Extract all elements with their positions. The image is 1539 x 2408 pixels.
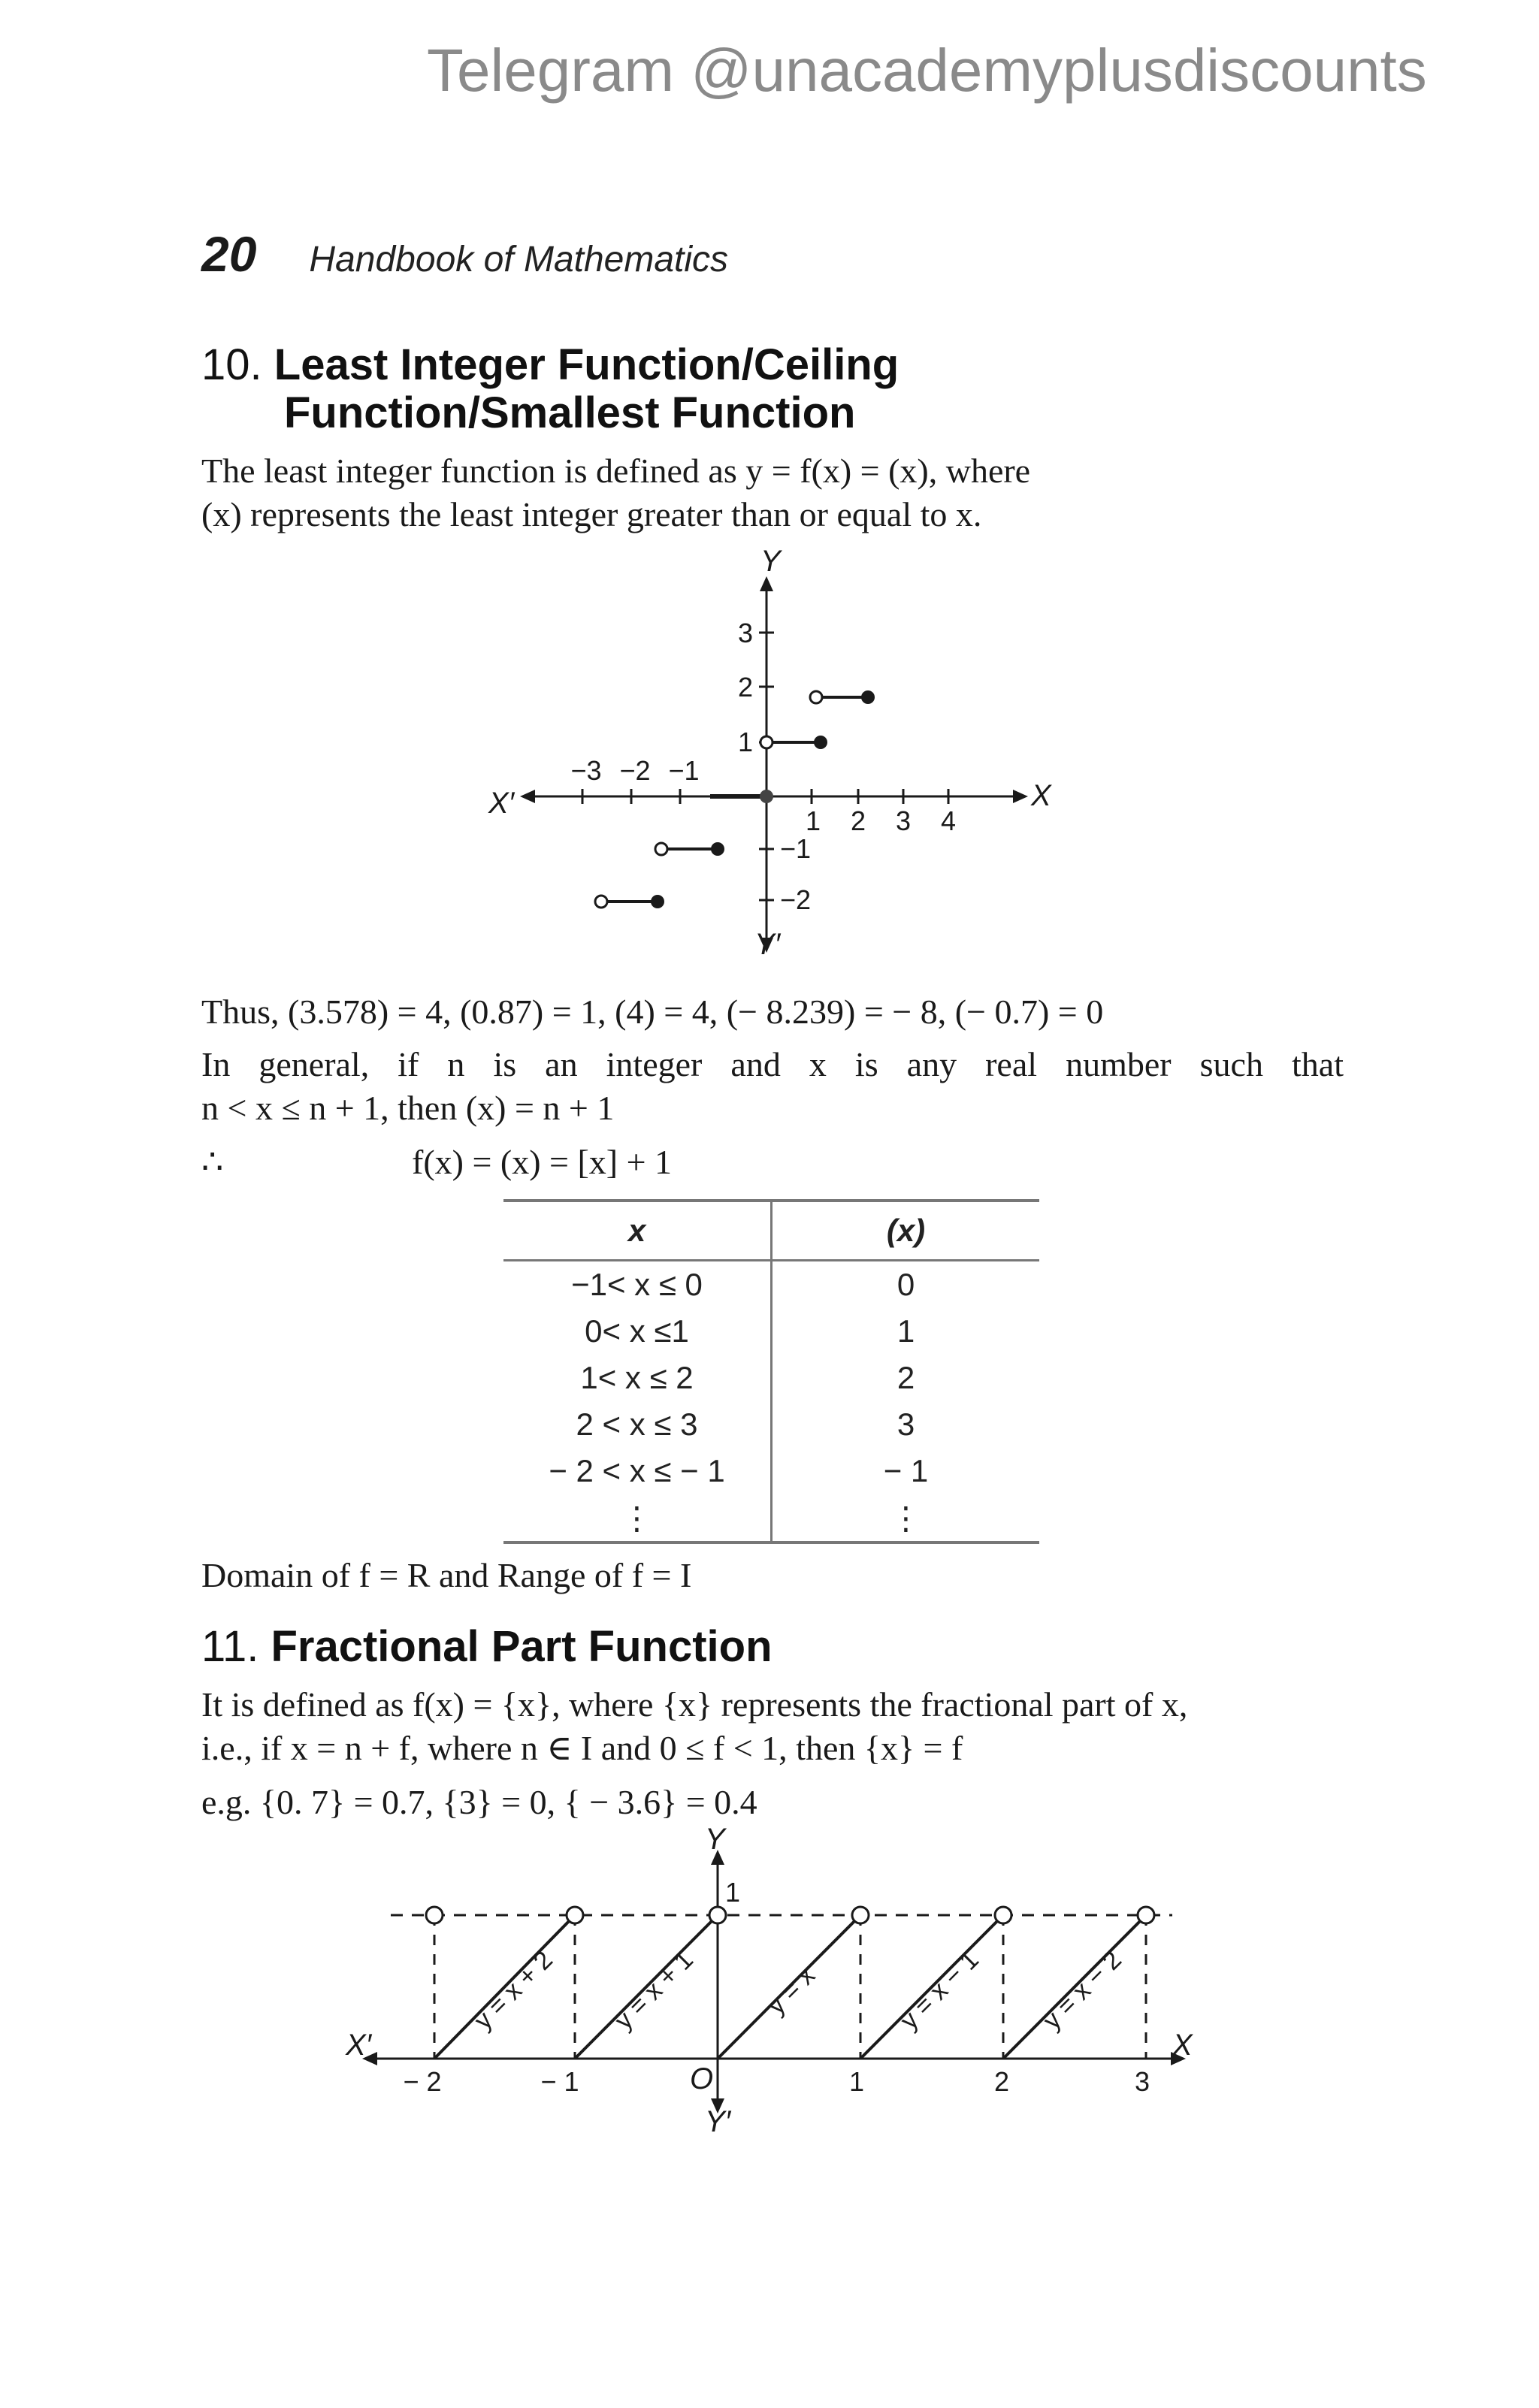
axis-label-x-neg: X′ — [488, 787, 515, 820]
axis-label-y-neg: Y′ — [754, 928, 781, 961]
page-number: 20 — [201, 226, 257, 282]
line-label: y = x − 1 — [894, 1945, 984, 2035]
x-tick-label: − 2 — [403, 2066, 442, 2097]
y-tick-label: 3 — [737, 618, 753, 648]
line-label: y = x − 2 — [1037, 1945, 1127, 2035]
axis-label-y: Y — [760, 545, 781, 578]
x-tick-label: −2 — [619, 755, 651, 786]
table-row — [503, 1308, 1039, 1355]
table-cell: −1< x ≤ 0 — [503, 1261, 772, 1309]
page-header — [201, 225, 728, 282]
table-cell: − 2 < x ≤ − 1 — [503, 1448, 772, 1494]
x-tick-label: 2 — [993, 2066, 1010, 2097]
section-11-number: 11. — [201, 1622, 259, 1671]
axis-label-x: X — [1031, 779, 1051, 812]
table-cell: 0 — [896, 1267, 915, 1302]
table-cell: 2 — [896, 1360, 915, 1395]
book-title: Handbook of Mathematics — [309, 240, 729, 279]
table-header-x: x — [503, 1201, 772, 1261]
x-tick-label: 1 — [848, 2066, 865, 2097]
section-10-title-line1: Least Integer Function/Ceiling — [274, 340, 900, 389]
table-cell: 0< x ≤1 — [503, 1308, 772, 1355]
section-10-intro-line2: (x) represents the least integer greater than or equal to x. — [201, 495, 982, 533]
x-tick-label: −3 — [570, 755, 602, 786]
section-11-example: e.g. {0. 7} = 0.7, {3} = 0, { − 3.6} = 0.4 — [201, 1783, 757, 1821]
general-line1: In general, if n is an integer and x is any real number such that — [201, 1045, 1344, 1083]
x-tick-label: 1 — [805, 805, 821, 836]
section-10-heading — [201, 340, 899, 390]
table-cell: 3 — [896, 1406, 915, 1442]
x-tick-label: 3 — [1134, 2066, 1150, 2097]
ceiling-table — [503, 1199, 1039, 1544]
section-11-title: Fractional Part Function — [271, 1622, 773, 1671]
section-10-heading-cont — [284, 388, 855, 438]
axis-label-x: X — [1172, 2029, 1193, 2062]
table-row — [503, 1261, 1039, 1309]
therefore-symbol: ∴ — [201, 1143, 224, 1181]
axis-label-y: Y — [705, 1823, 725, 1856]
ceiling-function-graph — [466, 541, 1082, 977]
line-label: y = x — [761, 1961, 821, 2020]
section-11-heading — [201, 1621, 773, 1672]
x-tick-label: − 1 — [540, 2066, 579, 2097]
x-axis-arrow-left — [520, 790, 535, 803]
table-cell: ⋮ — [503, 1494, 772, 1542]
y-tick-label: 2 — [737, 672, 753, 702]
table-row — [503, 1355, 1039, 1401]
origin-label: O — [690, 2062, 714, 2095]
table-row — [503, 1448, 1039, 1494]
y-one-label: 1 — [725, 1877, 741, 1908]
table-cell: ⋮ — [890, 1500, 922, 1536]
table-cell: 1 — [896, 1313, 915, 1349]
table-cell: 1< x ≤ 2 — [503, 1355, 772, 1401]
section-10-number: 10. — [201, 340, 262, 389]
table-header-ceil-x: (x) — [772, 1201, 1040, 1261]
section-11-line1: It is defined as f(x) = {x}, where {x} represents the fractional part of x, — [201, 1685, 1188, 1724]
axis-label-x-neg: X′ — [346, 2029, 372, 2062]
table-header-row — [503, 1201, 1039, 1261]
x-axis-arrow-right — [1013, 790, 1028, 803]
fractional-part-graph — [331, 1822, 1217, 2138]
section-10-title-line2: Function/Smallest Function — [284, 388, 856, 437]
domain-range-line: Domain of f = R and Range of f = I — [201, 1556, 692, 1594]
x-tick-label: 2 — [850, 805, 866, 836]
y-tick-label: −1 — [780, 833, 812, 864]
line-label: y = x + 1 — [609, 1945, 699, 2035]
x-tick-label: 4 — [940, 805, 957, 836]
x-tick-label: 3 — [895, 805, 912, 836]
axis-label-y-neg: Y′ — [705, 2105, 731, 2138]
x-tick-label: −1 — [668, 755, 700, 786]
table-row — [503, 1401, 1039, 1448]
table-cell: 2 < x ≤ 3 — [503, 1401, 772, 1448]
section-11-line2: i.e., if x = n + f, where n ∈ I and 0 ≤ f < 1, then {x} = f — [201, 1729, 963, 1767]
examples-line: Thus, (3.578) = 4, (0.87) = 1, (4) = 4, (− 8.239) = − 8, (− 0.7) = 0 — [201, 993, 1104, 1031]
y-tick-label: −2 — [780, 884, 812, 915]
table-row — [503, 1494, 1039, 1542]
line-label: y = x + 2 — [468, 1945, 558, 2035]
y-axis-arrow-up — [760, 576, 773, 591]
y-tick-label: 1 — [737, 727, 753, 757]
table-cell: − 1 — [883, 1453, 929, 1488]
general-line2: n < x ≤ n + 1, then (x) = n + 1 — [201, 1089, 615, 1127]
section-10-intro-line1: The least integer function is defined as y = f(x) = (x), where — [201, 452, 1031, 490]
therefore-formula: f(x) = (x) = [x] + 1 — [412, 1143, 673, 1181]
watermark-text: Telegram @unacademyplusdiscounts — [427, 37, 1427, 104]
